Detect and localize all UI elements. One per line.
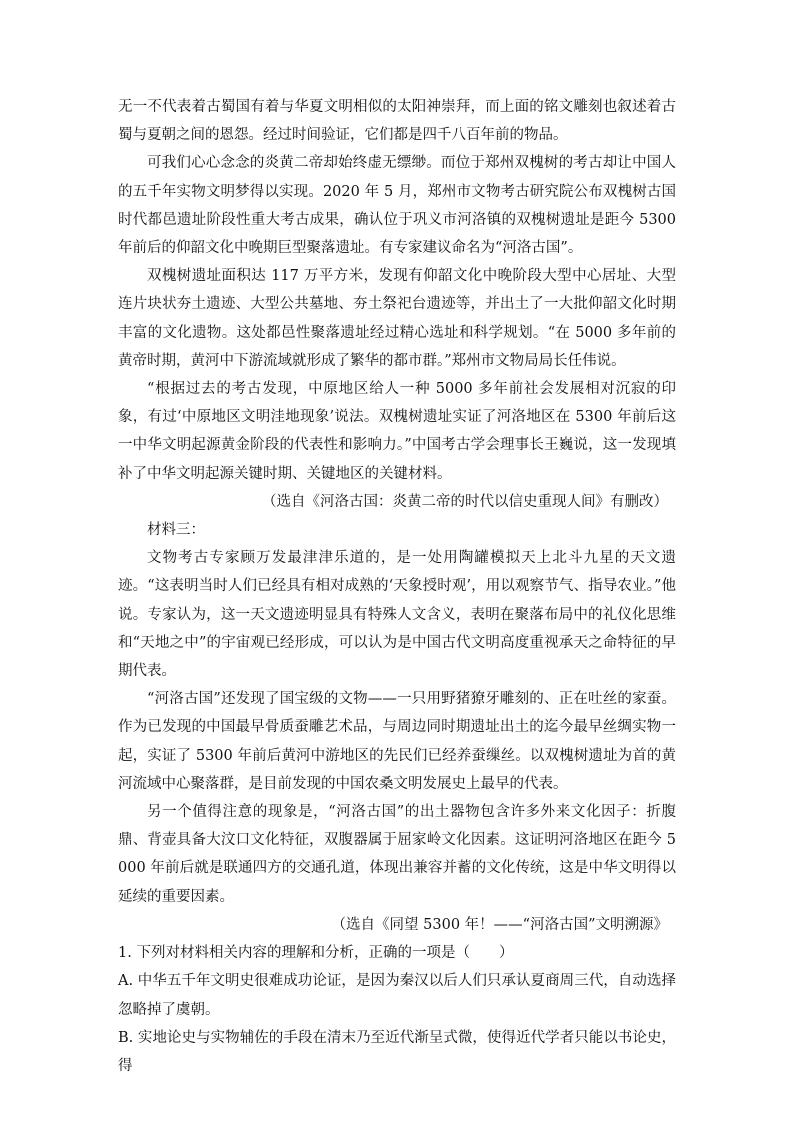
paragraph-3: 双槐树遗址面积达 117 万平方米，发现有仰韶文化中晚阶段大型中心居址、大型连片块状夯土遗迹、大型公共墓地、夯土祭祀台遗迹等，并出土了一大批仰韶文化时期丰富的文化遗物。这处都邑性聚落遗址经过精心选址和科学规划。“在 5000 多年前的黄帝时期，黄河中下游流域就形成了繁华的都市群。”郑州市文物局局长任伟说。 (118, 268, 676, 369)
paragraph-2: 可我们心心念念的炎黄二帝却始终虚无缥缈。而位于郑州双槐树的考古却让中国人的五千年实物文明梦得以实现。2020 年 5 月，郑州市文物考古研究院公布双槐树古国时代都邑遗址阶段性重大考古成果，确认位于巩义市河洛镇的双槐树遗址是距今 5300 年前后的仰韶文化中晚期巨型聚落遗址。有专家建议命名为“河洛古国”。 (118, 155, 676, 257)
material-3-label: 材料三： (147, 522, 205, 539)
option-b: B. 实地论史与实物辅佐的手段在清末乃至近代渐呈式微，使得近代学者只能以书论史，得 (118, 1029, 676, 1074)
paragraph-7: 另一个值得注意的现象是，“河洛古国”的出土器物包含许多外来文化因子：折腹鼎、背壶具备大汶口文化特征，双腹器属于屈家岭文化因素。这证明河洛地区在距今 5000 年前后就是联通四方的交通孔道，体现出兼容并蓄的文化传统，这是中华文明得以延续的重要因素。 (118, 804, 676, 905)
paragraph-6: “河洛古国”还发现了国宝级的文物——一只用野猪獠牙雕刻的、正在吐丝的家蚕。作为已发现的中国最早骨质蚕雕艺术品，与周边同时期遗址出土的迄今最早丝绸实物一起，实证了 5300 年前后黄河中游地区的先民们已经养蚕缫丝。以双槐树遗址为首的黄河流域中心聚落群，是目前发现的中国农桑文明发展史上最早的代表。 (118, 691, 676, 792)
option-a: A. 中华五千年文明史很难成功论证，是因为秦汉以后人们只承认夏商周三代，自动选择忽略掉了虞朝。 (118, 973, 676, 1018)
paragraph-5: 文物考古专家顾万发最津津乐道的，是一处用陶罐模拟天上北斗九星的天文遗迹。“这表明当时人们已经具有相对成熟的‘天象授时观’，用以观察节气、指导农业。”他说。专家认为，这一天文遗迹明显具有特殊人文含义，表明在聚落布局中的礼仪化思维和“天地之中”的宇宙观已经形成，可以认为是中国古代文明高度重视承天之命特征的早期代表。 (118, 550, 676, 680)
paragraph-4: “根据过去的考古发现，中原地区给人一种 5000 多年前社会发展相对沉寂的印象，有过‘中原地区文明洼地现象’说法。双槐树遗址实证了河洛地区在 5300 年前后这一中华文明起源黄金阶段的代表性和影响力。”中国考古学会理事长王巍说，这一发现填补了中华文明起源关键时期、关键地区的关键材料。 (118, 381, 676, 482)
source-citation-1: （选自《河洛古国：炎黄二帝的时代以信史重现人间》有删改） (262, 493, 668, 510)
document-page (118, 93, 676, 1080)
question-1: 1. 下列对材料相关内容的理解和分析，正确的一项是（ ） (118, 945, 514, 962)
source-citation-2: （选自《同望 5300 年！——“河洛古国”文明溯源》 (331, 916, 668, 933)
paragraph-1: 无一不代表着古蜀国有着与华夏文明相似的太阳神崇拜，而上面的铭文雕刻也叙述着古蜀与夏朝之间的恩怨。经过时间验证，它们都是四千八百年前的物品。 (118, 99, 676, 144)
